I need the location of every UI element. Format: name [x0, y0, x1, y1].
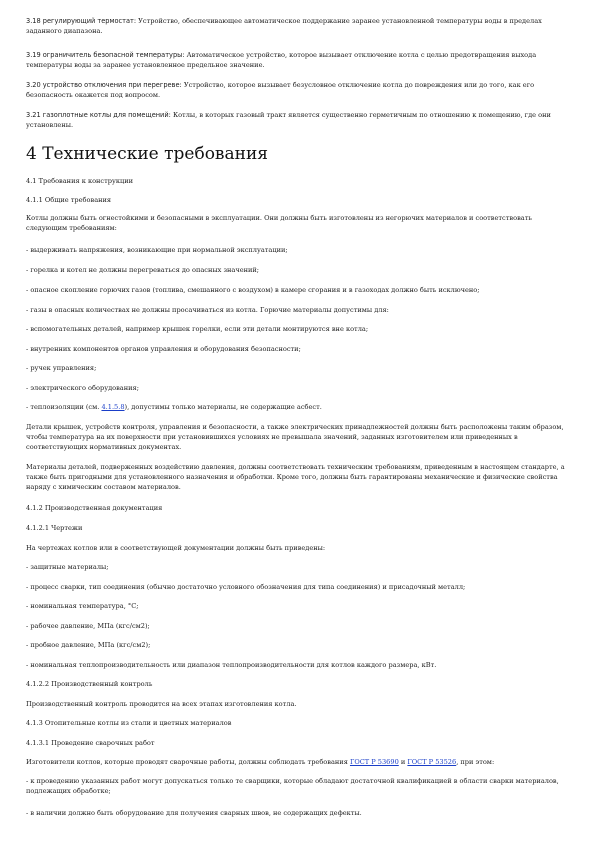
definition-3-18: [26, 16, 574, 36]
list-text: ), допустимы только материалы, не содержащие асбест.: [124, 403, 322, 411]
definition-term: 3.18 регулирующий термостат:: [26, 17, 137, 25]
paragraph-welding: [26, 757, 574, 767]
list-item: - опасное скопление горючих газов (топлива, смешанного с воздухом) в камере сгорания и в газоходах должно быть исключено;: [26, 286, 480, 294]
definition-text: Устройство, обеспечивающее автоматическое поддержание заранее установленной температуры воды в пределах заданного диапазона.: [26, 17, 542, 36]
standard-link-53690[interactable]: ГОСТ Р 53690: [349, 758, 399, 766]
definition-text: Автоматическое устройство, которое вызывает отключение котла с целью предотвращения выхода температуры воды за заранее установленное предельное значение.: [26, 51, 537, 70]
list-item: - горелка и котел не должны перегреваться до опасных значений;: [26, 266, 260, 274]
subsection-title: 4.1.3 Отопительные котлы из стали и цветных материалов: [26, 719, 232, 727]
definition-text: Котлы, в которых газовый тракт является существенно герметичным по отношению к помещению, где они установлены.: [26, 111, 551, 130]
list-item-insulation: [26, 402, 574, 412]
list-text: - теплоизоляции (см.: [26, 403, 102, 411]
subsection-title: 4.1.3.1 Проведение сварочных работ: [26, 739, 155, 747]
list-item: - вспомогательных деталей, например крышек горелки, если эти детали монтируются вне котла;: [26, 325, 369, 333]
list-item: - в наличии должно быть оборудование для получения сварных швов, не содержащих дефекты.: [26, 809, 362, 817]
subsection-title: 4.1.2 Производственная документация: [26, 504, 163, 512]
list-item: - процесс сварки, тип соединения (обычно достаточно условного обозначения для типа соединения) и присадочный металл;: [26, 583, 466, 591]
definition-3-20: [26, 80, 574, 100]
list-item: - к проведению указанных работ могут допускаться только те сварщики, которые обладают достаточной квалификацией в области сварки материалов, подлежащих обработке;: [26, 777, 559, 796]
section-heading: 4 Технические требования: [26, 144, 269, 164]
paragraph-text: , при этом:: [456, 758, 495, 766]
definition-3-19: [26, 50, 574, 70]
subsection-title: 4.1.2.2 Производственный контроль: [26, 680, 153, 688]
list-item: - защитные материалы;: [26, 563, 109, 571]
paragraph-text: и: [398, 758, 408, 766]
list-item: - номинальная теплопроизводительность или диапазон теплопроизводительности для котлов каждого размера, кВт.: [26, 661, 437, 669]
list-item: - выдерживать напряжения, возникающие при нормальной эксплуатации;: [26, 246, 288, 254]
definition-3-21: [26, 110, 574, 130]
list-item: - внутренних компонентов органов управления и оборудования безопасности;: [26, 345, 301, 353]
definition-term: 3.20 устройство отключения при перегреве:: [26, 81, 182, 89]
paragraph: Детали крышек, устройств контроля, управления и безопасности, а также электрических принадлежностей должны быть расположены таким образом, чтобы температура на их поверхности при установившихся условиях не превышала значений, заданных изготовителем или приведенных в соответствующих нормативных документах.: [26, 423, 564, 452]
paragraph-text: Изготовители котлов, которые проводят сварочные работы, должны соблюдать требования: [26, 758, 350, 766]
standard-link-53526[interactable]: ГОСТ Р 53526: [407, 758, 457, 766]
paragraph-intro: Котлы должны быть огнестойкими и безопасными в эксплуатации. Они должны быть изготовлены из негорючих материалов и соответствовать следующим требованиям:: [26, 214, 532, 233]
list-item: - пробное давление, МПа (кгс/см2);: [26, 641, 151, 649]
list-item: - рабочее давление, МПа (кгс/см2);: [26, 622, 150, 630]
paragraph: Материалы деталей, подверженных воздействию давления, должны соответствовать техническим требованиям, приведенным в настоящем стандарте, а также быть пригодными для установленного назначения и обработки. Кроме того, должны быть гарантированы механические и физические свойства наряду с химическим составом материалов.: [26, 463, 565, 492]
paragraph: На чертежах котлов или в соответствующей документации должны быть приведены:: [26, 544, 326, 552]
definition-term: 3.21 газоплотные котлы для помещений:: [26, 111, 171, 119]
list-item: - номинальная температура, °С;: [26, 602, 139, 610]
clause-link[interactable]: 4.1.5.8: [101, 403, 125, 411]
definition-term: 3.19 ограничитель безопасной температуры:: [26, 51, 185, 59]
list-item: - ручек управления;: [26, 364, 97, 372]
subsection-title: 4.1 Требования к конструкции: [26, 177, 134, 185]
list-item: - электрического оборудования;: [26, 384, 139, 392]
list-item: - газы в опасных количествах не должны просачиваться из котла. Горючие материалы допустимы для:: [26, 306, 389, 314]
subsection-title: 4.1.1 Общие требования: [26, 196, 112, 204]
paragraph: Производственный контроль проводится на всех этапах изготовления котла.: [26, 700, 297, 708]
subsection-title: 4.1.2.1 Чертежи: [26, 524, 83, 532]
definition-text: Устройство, которое вызывает безусловное отключение котла до повреждения или до того, как его безопасность окажется под вопросом.: [26, 81, 535, 100]
